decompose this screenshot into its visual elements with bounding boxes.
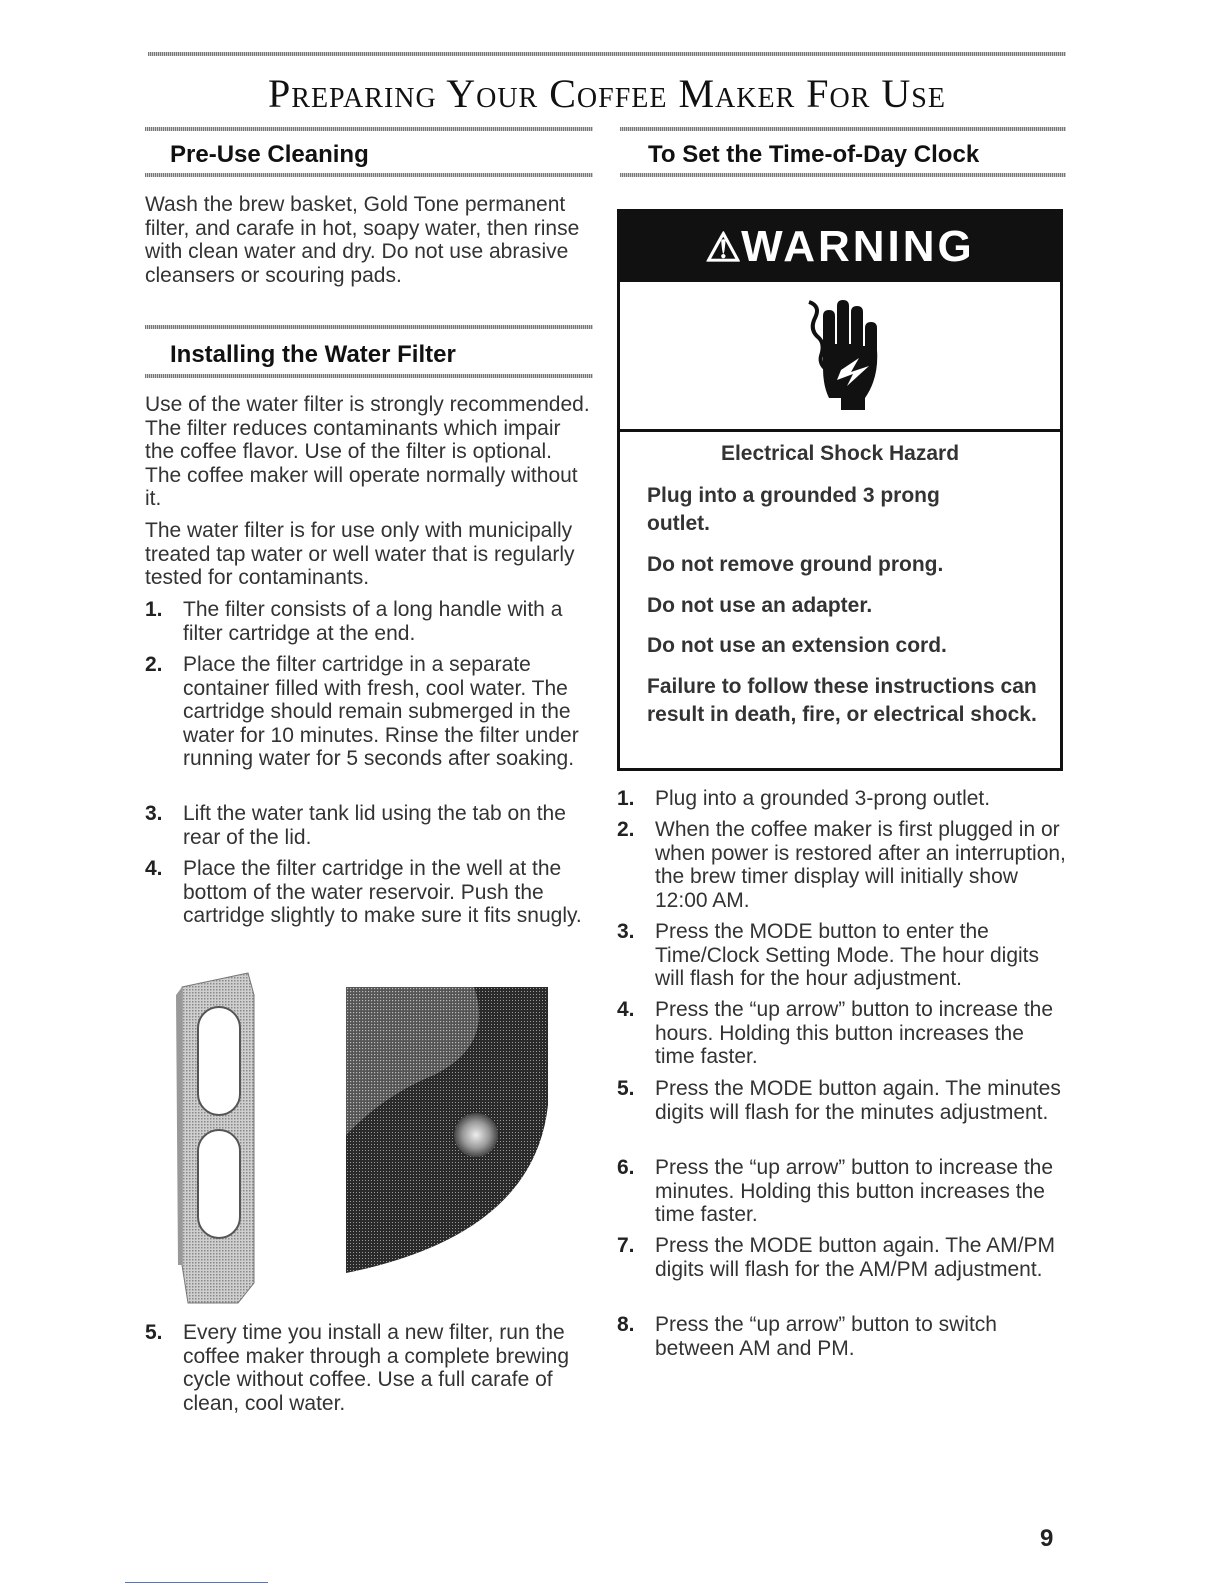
- section-heading-pre-use: Pre-Use Cleaning: [170, 141, 369, 168]
- step-number: 8.: [617, 1313, 635, 1336]
- warning-line: Do not remove ground prong.: [647, 553, 944, 576]
- step-text: Press the MODE button again. The AM/PM digits will flash for the AM/PM adjustment.: [655, 1234, 1055, 1281]
- step-number: 5.: [617, 1077, 635, 1100]
- step-number: 4.: [617, 998, 635, 1021]
- list-item: [145, 857, 595, 928]
- step-text: The filter consists of a long handle with a filter cartridge at the end.: [183, 598, 563, 645]
- step-number: 6.: [617, 1156, 635, 1179]
- step-number: 5.: [145, 1321, 163, 1344]
- step-text: Press the MODE button to enter the Time/Clock Setting Mode. The hour digits will flash for the hour adjustment.: [655, 920, 1040, 990]
- list-item: [617, 1156, 1067, 1227]
- rule: [145, 127, 593, 131]
- rule: [145, 374, 593, 378]
- step-number: 3.: [145, 802, 163, 825]
- top-rule: [148, 52, 1066, 56]
- list-item: [145, 598, 595, 645]
- warning-header: [620, 212, 1060, 282]
- step-text: Press the “up arrow” button to increase the minutes. Holding this button increases the time faster.: [655, 1156, 1054, 1226]
- step-text: Plug into a grounded 3-prong outlet.: [655, 787, 991, 810]
- water-filter-note: The water filter is for use only with municipally treated tap water or well water that is regularly tested for contaminants.: [145, 519, 575, 589]
- rule: [145, 173, 593, 177]
- footer-line: [125, 1582, 268, 1583]
- warning-line: Do not use an adapter.: [647, 594, 873, 617]
- step-text: Press the “up arrow” button to switch between AM and PM.: [655, 1313, 997, 1360]
- warning-line: Plug into a grounded 3 prong outlet.: [647, 484, 940, 535]
- list-item: [617, 920, 1067, 991]
- warning-divider: [620, 429, 1060, 432]
- rule: [620, 127, 1066, 131]
- list-item: [145, 802, 595, 849]
- step-number: 4.: [145, 857, 163, 880]
- warning-triangle-icon: ⚠: [705, 226, 742, 270]
- step-number: 2.: [145, 653, 163, 676]
- step-number: 1.: [617, 787, 635, 810]
- warning-label: WARNING: [741, 222, 975, 271]
- list-item: [617, 998, 1067, 1069]
- step-number: 2.: [617, 818, 635, 841]
- list-item: [617, 1077, 1067, 1124]
- electrical-shock-hand-icon: [807, 298, 887, 416]
- page-number: 9: [1040, 1525, 1054, 1552]
- page-title: Preparing Your Coffee Maker For Use: [268, 71, 946, 116]
- step-text: Every time you install a new filter, run the coffee maker through a complete brewing cycle without coffee. Use a full carafe of clean, cool water.: [183, 1321, 569, 1415]
- filter-handle-illustration: [168, 965, 260, 1307]
- warning-line: Failure to follow these instructions can result in death, fire, or electrical shock.: [647, 675, 1037, 726]
- list-item: [617, 787, 1067, 811]
- step-text: Press the MODE button again. The minutes digits will flash for the minutes adjustment.: [655, 1077, 1061, 1124]
- warning-box: [617, 209, 1063, 771]
- list-item: [145, 1321, 595, 1415]
- step-number: 7.: [617, 1234, 635, 1257]
- water-reservoir-illustration: [344, 985, 550, 1275]
- step-text: Place the filter cartridge in a separate container filled with fresh, cool water. The cartridge should remain submerged in the water for 10 minutes. Rinse the filter under running water for 5 seconds after soaking.: [183, 653, 579, 770]
- water-filter-intro: Use of the water filter is strongly recommended. The filter reduces contaminants which impair the coffee flavor. Use of the filter is optional. The coffee maker will operate normally without it.: [145, 393, 590, 510]
- list-item: [145, 653, 595, 771]
- rule: [620, 173, 1066, 177]
- section-heading-water-filter: Installing the Water Filter: [170, 341, 456, 368]
- rule: [145, 325, 593, 329]
- list-item: [617, 818, 1067, 912]
- step-text: When the coffee maker is first plugged in or when power is restored after an interruption, the brew timer display will initially show 12:00 AM.: [655, 818, 1066, 912]
- list-item: [617, 1313, 1067, 1360]
- warning-hazard-title: Electrical Shock Hazard: [720, 442, 960, 465]
- step-text: Place the filter cartridge in the well at the bottom of the water reservoir. Push the cartridge slightly to make sure it fits snugly.: [183, 857, 582, 927]
- step-text: Press the “up arrow” button to increase the hours. Holding this button increases the time faster.: [655, 998, 1054, 1068]
- list-item: [617, 1234, 1067, 1281]
- step-number: 3.: [617, 920, 635, 943]
- step-text: Lift the water tank lid using the tab on the rear of the lid.: [183, 802, 566, 849]
- step-number: 1.: [145, 598, 163, 621]
- warning-line: Do not use an extension cord.: [647, 634, 947, 657]
- section-heading-clock: To Set the Time-of-Day Clock: [648, 141, 980, 168]
- pre-use-text: Wash the brew basket, Gold Tone permanent filter, and carafe in hot, soapy water, then rinse with clean water and dry. Do not use abrasive cleansers or scouring pads.: [145, 193, 580, 287]
